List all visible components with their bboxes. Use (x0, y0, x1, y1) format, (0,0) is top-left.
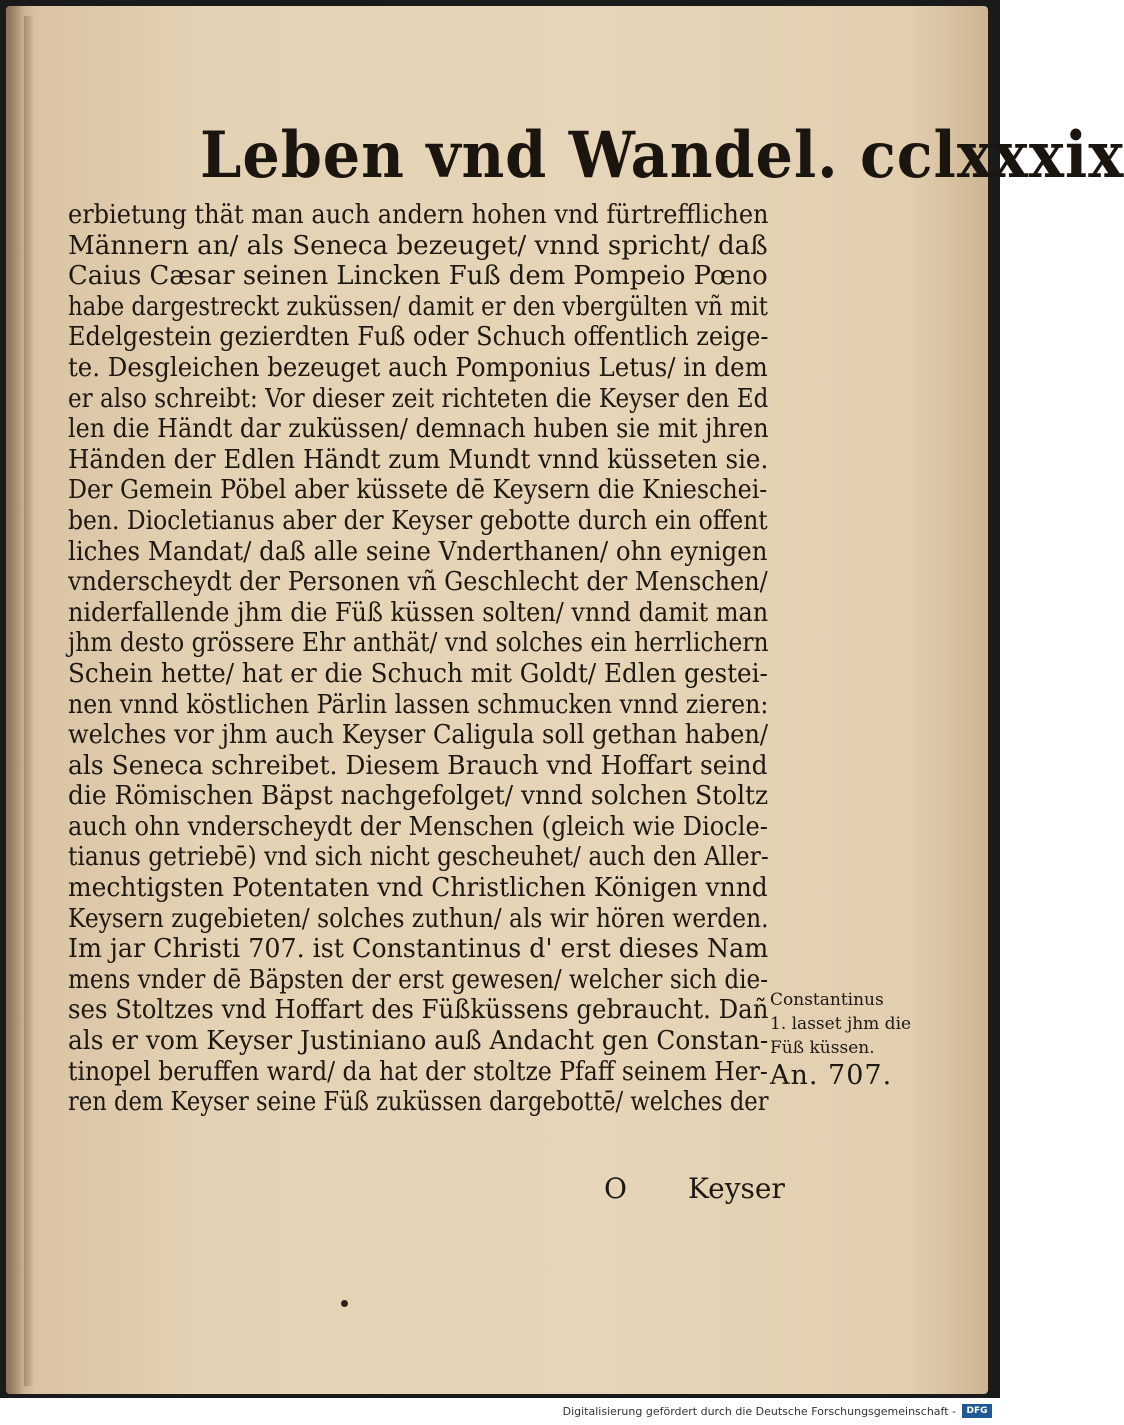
text-line: len die Händt dar zuküssen/ demnach huben sie mit jhren (68, 413, 769, 445)
ink-dot (341, 1300, 348, 1307)
signature-mark: O (604, 1172, 627, 1205)
gutter-shadow (24, 16, 34, 1386)
margin-note-year: An. 707. (770, 1060, 893, 1091)
text-line: Schein hette/ hat er die Schuch mit Goldt/ Edlen gestei- (68, 657, 768, 689)
text-line: liches Mandat/ daß alle seine Vnderthanen/ ohn eynigen (68, 535, 768, 567)
text-line: habe dargestreckt zuküssen/ damit er den vbergülten vñ mit (68, 290, 768, 322)
margin-note (770, 988, 910, 1092)
text-line: als er vom Keyser Justiniano auß Andacht gen Constan- (68, 1025, 769, 1057)
text-line: ren dem Keyser seine Füß zuküssen dargebottē/ welches der (68, 1086, 769, 1118)
text-line: mechtigsten Potentaten vnd Christlichen Königen vnnd (68, 872, 768, 904)
page-binding-edge (6, 6, 24, 1394)
text-line: Der Gemein Pöbel aber küssete dē Keysern die Knieschei- (68, 474, 768, 506)
margin-note-line-1: Constantinus (770, 990, 884, 1010)
footer-credit: Digitalisierung gefördert durch die Deutsche Forschungsgemeinschaft - (562, 1405, 956, 1418)
text-line: tinopel beruffen ward/ da hat der stoltze Pfaff seinem Her- (68, 1055, 768, 1087)
text-line: vnderscheydt der Personen vñ Geschlecht der Menschen/ (68, 566, 768, 598)
footer-bar (0, 1398, 1000, 1425)
text-line: als Seneca schreibet. Diesem Brauch vnd Hoffart seind (68, 749, 768, 781)
text-line: Händen der Edlen Händt zum Mundt vnnd küsseten sie. (68, 443, 769, 475)
catchword: Keyser (688, 1172, 785, 1205)
body-text (68, 200, 768, 1118)
text-line: Im jar Christi 707. ist Constantinus d' erst dieses Nam (68, 933, 769, 965)
text-line: Keysern zugebieten/ solches zuthun/ als wir hören werden. (68, 902, 769, 934)
text-line: te. Desgleichen bezeuget auch Pomponius Letus/ in dem (68, 351, 768, 383)
dfg-logo: DFG (962, 1404, 992, 1418)
text-line: Edelgestein gezierdten Fuß oder Schuch offentlich zeige- (68, 321, 769, 353)
text-line: jhm desto grössere Ehr anthät/ vnd solches ein herrlichern (68, 627, 769, 659)
text-line: er also schreibt: Vor dieser zeit richteten die Keyser den Ed (68, 382, 769, 414)
text-line: ben. Diocletianus aber der Keyser gebotte durch ein offent (68, 504, 768, 536)
text-line: auch ohn vnderscheydt der Menschen (gleich wie Diocle- (68, 810, 768, 842)
text-line: erbietung thät man auch andern hohen vnd fürtrefflichen (68, 199, 769, 230)
text-line: welches vor jhm auch Keyser Caligula soll gethan haben/ (68, 719, 769, 751)
text-line: nen vnnd köstlichen Pärlin lassen schmucken vnnd zieren: (68, 688, 769, 720)
text-line: tianus getriebē) vnd sich nicht gescheuhet/ auch den Aller- (68, 841, 769, 873)
text-line: mens vnder dē Bäpsten der erst gewesen/ welcher sich die- (68, 963, 769, 995)
text-line: die Römischen Bäpst nachgefolget/ vnnd solchen Stoltz (68, 780, 769, 812)
text-line: Caius Cæsar seinen Lincken Fuß dem Pompeio Pœno (68, 260, 768, 292)
running-header: Leben vnd Wandel. cclxxxix (200, 118, 1124, 193)
margin-note-line-2: 1. lasset jhm die (770, 1014, 912, 1034)
text-line: niderfallende jhm die Füß küssen solten/ vnnd damit man (68, 596, 769, 628)
margin-note-line-3: Füß küssen. (770, 1038, 875, 1058)
text-line: ses Stoltzes vnd Hoffart des Füßküssens gebraucht. Dañ (68, 994, 769, 1026)
text-line: Männern an/ als Seneca bezeuget/ vnnd spricht/ daß (68, 229, 768, 261)
